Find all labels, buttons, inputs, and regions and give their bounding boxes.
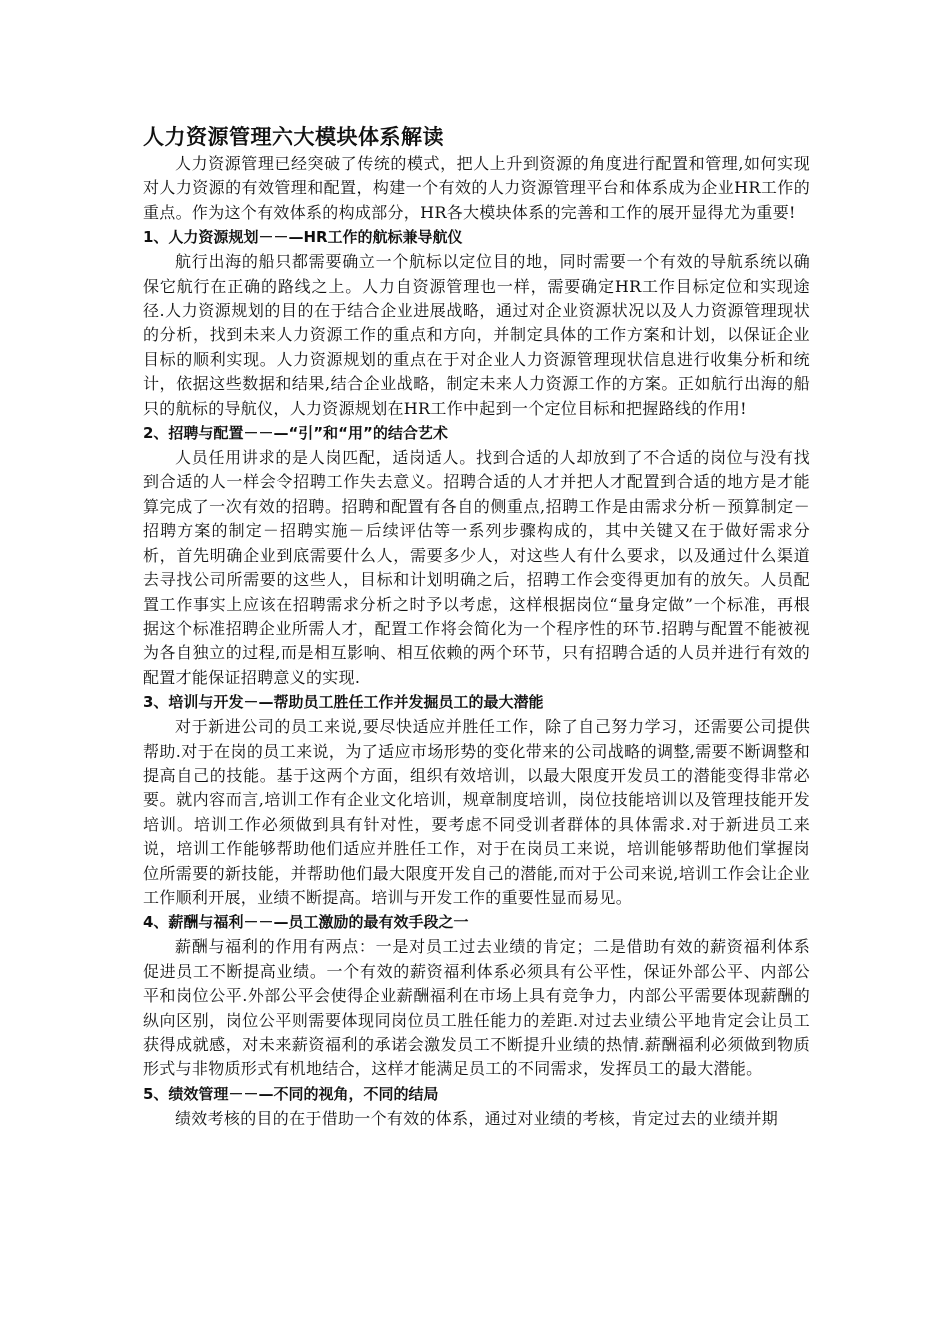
section-body: 人员任用讲求的是人岗匹配，适岗适人。找到合适的人却放到了不合适的岗位与没有找到合适的人一样会令招聘工作失去意义。招聘合适的人才并把人才配置到合适的地方是才能算完成了一次有效的招聘。招聘和配置有各自的侧重点,招聘工作是由需求分析－预算制定－招聘方案的制定－招聘实施－后续评估等一系列步骤构成的，其中关键又在于做好需求分析，首先明确企业到底需要什么人，需要多少人，对这些人有什么要求，以及通过什么渠道去寻找公司所需要的这些人，目标和计划明确之后，招聘工作会变得更加有的放矢。人员配置工作事实上应该在招聘需求分析之时予以考虑，这样根据岗位“量身定做”一个标准，再根据这个标准招聘企业所需人才，配置工作将会简化为一个程序性的环节.招聘与配置不能被视为各自独立的过程,而是相互影响、相互依赖的两个环节，只有招聘合适的人员并进行有效的配置才能保证招聘意义的实现. — [143, 448, 810, 687]
document-title: 人力资源管理六大模块体系解读 — [143, 125, 444, 149]
section-heading: 3、培训与开发－—帮助员工胜任工作并发掘员工的最大潜能 — [143, 693, 544, 712]
section-heading: 1、人力资源规划－－—HR工作的航标兼导航仪 — [143, 228, 463, 247]
document-page — [143, 122, 810, 1131]
section-5 — [143, 1082, 810, 1131]
section-heading: 5、绩效管理－－—不同的视角，不同的结局 — [143, 1084, 439, 1103]
section-heading: 2、招聘与配置－－—“引”和“用”的结合艺术 — [143, 424, 448, 443]
section-body: 绩效考核的目的在于借助一个有效的体系，通过对业绩的考核，肯定过去的业绩并期 — [175, 1108, 779, 1128]
section-4 — [143, 910, 810, 1081]
section-body: 航行出海的船只都需要确立一个航标以定位目的地，同时需要一个有效的导航系统以确保它航行在正确的路线之上。人力自资源管理也一样，需要确定HR工作目标定位和实现途径.人力资源规划的目的在于结合企业进展战略，通过对企业资源状况以及人力资源管理现状的分析，找到未来人力资源工作的重点和方向，并制定具体的工作方案和计划，以保证企业目标的顺利实现。人力资源规划的重点在于对企业人力资源管理现状信息进行收集分析和统计，依据这些数据和结果,结合企业战略，制定未来人力资源工作的方案。正如航行出海的船只的航标的导航仪，人力资源规划在HR工作中起到一个定位目标和把握路线的作用! — [143, 252, 810, 418]
section-heading: 4、薪酬与福利－－—员工激励的最有效手段之一 — [143, 913, 469, 932]
section-2 — [143, 421, 810, 690]
section-1 — [143, 225, 810, 421]
section-body: 对于新进公司的员工来说,要尽快适应并胜任工作，除了自己努力学习，还需要公司提供帮助.对于在岗的员工来说，为了适应市场形势的变化带来的公司战略的调整,需要不断调整和提高自己的技能。基于这两个方面，组织有效培训，以最大限度开发员工的潜能变得非常必要。就内容而言,培训工作有企业文化培训，规章制度培训，岗位技能培训以及管理技能开发培训。培训工作必须做到具有针对性，要考虑不同受训者群体的具体需求.对于新进员工来说，培训工作能够帮助他们适应并胜任工作，对于在岗员工来说，培训能够帮助他们掌握岗位所需要的新技能，并帮助他们最大限度开发自己的潜能,而对于公司来说,培训工作会让企业工作顺利开展，业绩不断提高。培训与开发工作的重要性显而易见。 — [143, 717, 810, 907]
intro-paragraph: 人力资源管理已经突破了传统的模式，把人上升到资源的角度进行配置和管理,如何实现对人力资源的有效管理和配置，构建一个有效的人力资源管理平台和体系成为企业HR工作的重点。作为这个有效体系的构成部分，HR各大模块体系的完善和工作的展开显得尤为重要! — [143, 154, 810, 222]
section-body: 薪酬与福利的作用有两点：一是对员工过去业绩的肯定；二是借助有效的薪资福利体系促进员工不断提高业绩。一个有效的薪资福利体系必须具有公平性，保证外部公平、内部公平和岗位公平.外部公平会使得企业薪酬福利在市场上具有竞争力，内部公平需要体现薪酬的纵向区别，岗位公平则需要体现同岗位员工胜任能力的差距.对过去业绩公平地肯定会让员工获得成就感，对未来薪资福利的承诺会激发员工不断提升业绩的热情.薪酬福利必须做到物质形式与非物质形式有机地结合，这样才能满足员工的不同需求，发挥员工的最大潜能。 — [143, 937, 810, 1079]
section-3 — [143, 690, 810, 910]
